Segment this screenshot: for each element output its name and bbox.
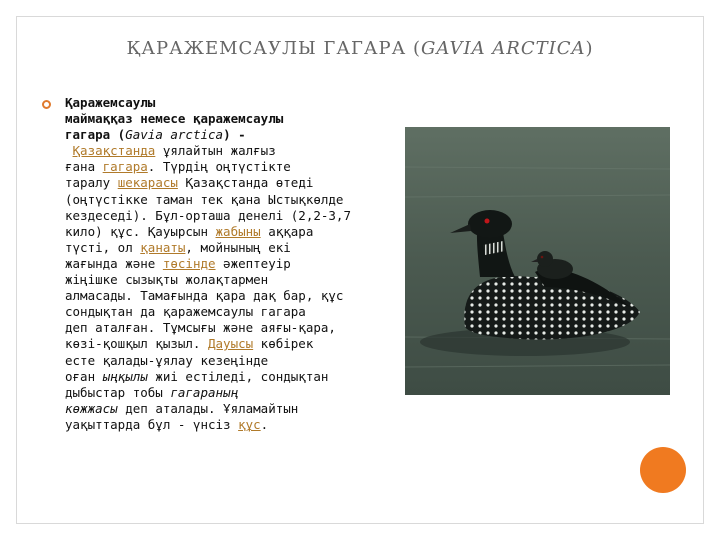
link-dauysy[interactable]: Дауысы (208, 336, 254, 352)
bullet-icon (42, 100, 51, 109)
link-zhabyny[interactable]: жабыны (215, 223, 261, 239)
link-shekarasy[interactable]: шекарасы (117, 175, 178, 191)
link-kazakhstan[interactable]: Қазақстанда (72, 143, 156, 159)
link-gagara[interactable]: гагара (102, 159, 148, 175)
link-qus[interactable]: құс (238, 416, 261, 432)
decorative-orange-circle (640, 447, 686, 493)
slide-title: ҚАРАЖЕМСАУЛЫ ГАГАРА (GAVIA ARCTICA) (126, 38, 594, 59)
body-text: Қаражемсаулы маймаққаз немесе қаражемсаулы гагара (Gavia arctica) - Қазақстанда ұялайтын жалғыз ғана гагара. Түрдің оңтүстікте таралу шекарасы Қазақстанда өтеді (оңтүстікке таман тек қана Ыстықкөлде кездеседі). Бұл-орташа денелі (2,2-3,7 кило) құс. Қауырсын жабыны аққара түсті, ол қанаты, мойнының екі жағында және төсінде әжептеуір жіңішке сызықты жолақтармен алмасады. Тамағында қара дақ бар, құс сондықтан да қаражемсаулы гагара деп аталған. Тұмсығы және аяғы-қара, көзі-қошқыл қызыл. Дауысы көбірек есте қалады-ұялау кезеңінде оған ыңқылы жиі естіледі, сондықтан дыбыстар тобы гагараның көжжасы деп аталады. Ұяламайтын уақыттарда бұл - үнсіз құс. (65, 95, 351, 432)
loon-illustration (405, 127, 670, 395)
link-tosinde[interactable]: төсінде (162, 255, 216, 271)
link-qanaty[interactable]: қанаты (140, 239, 186, 255)
loon-photo (405, 127, 670, 395)
